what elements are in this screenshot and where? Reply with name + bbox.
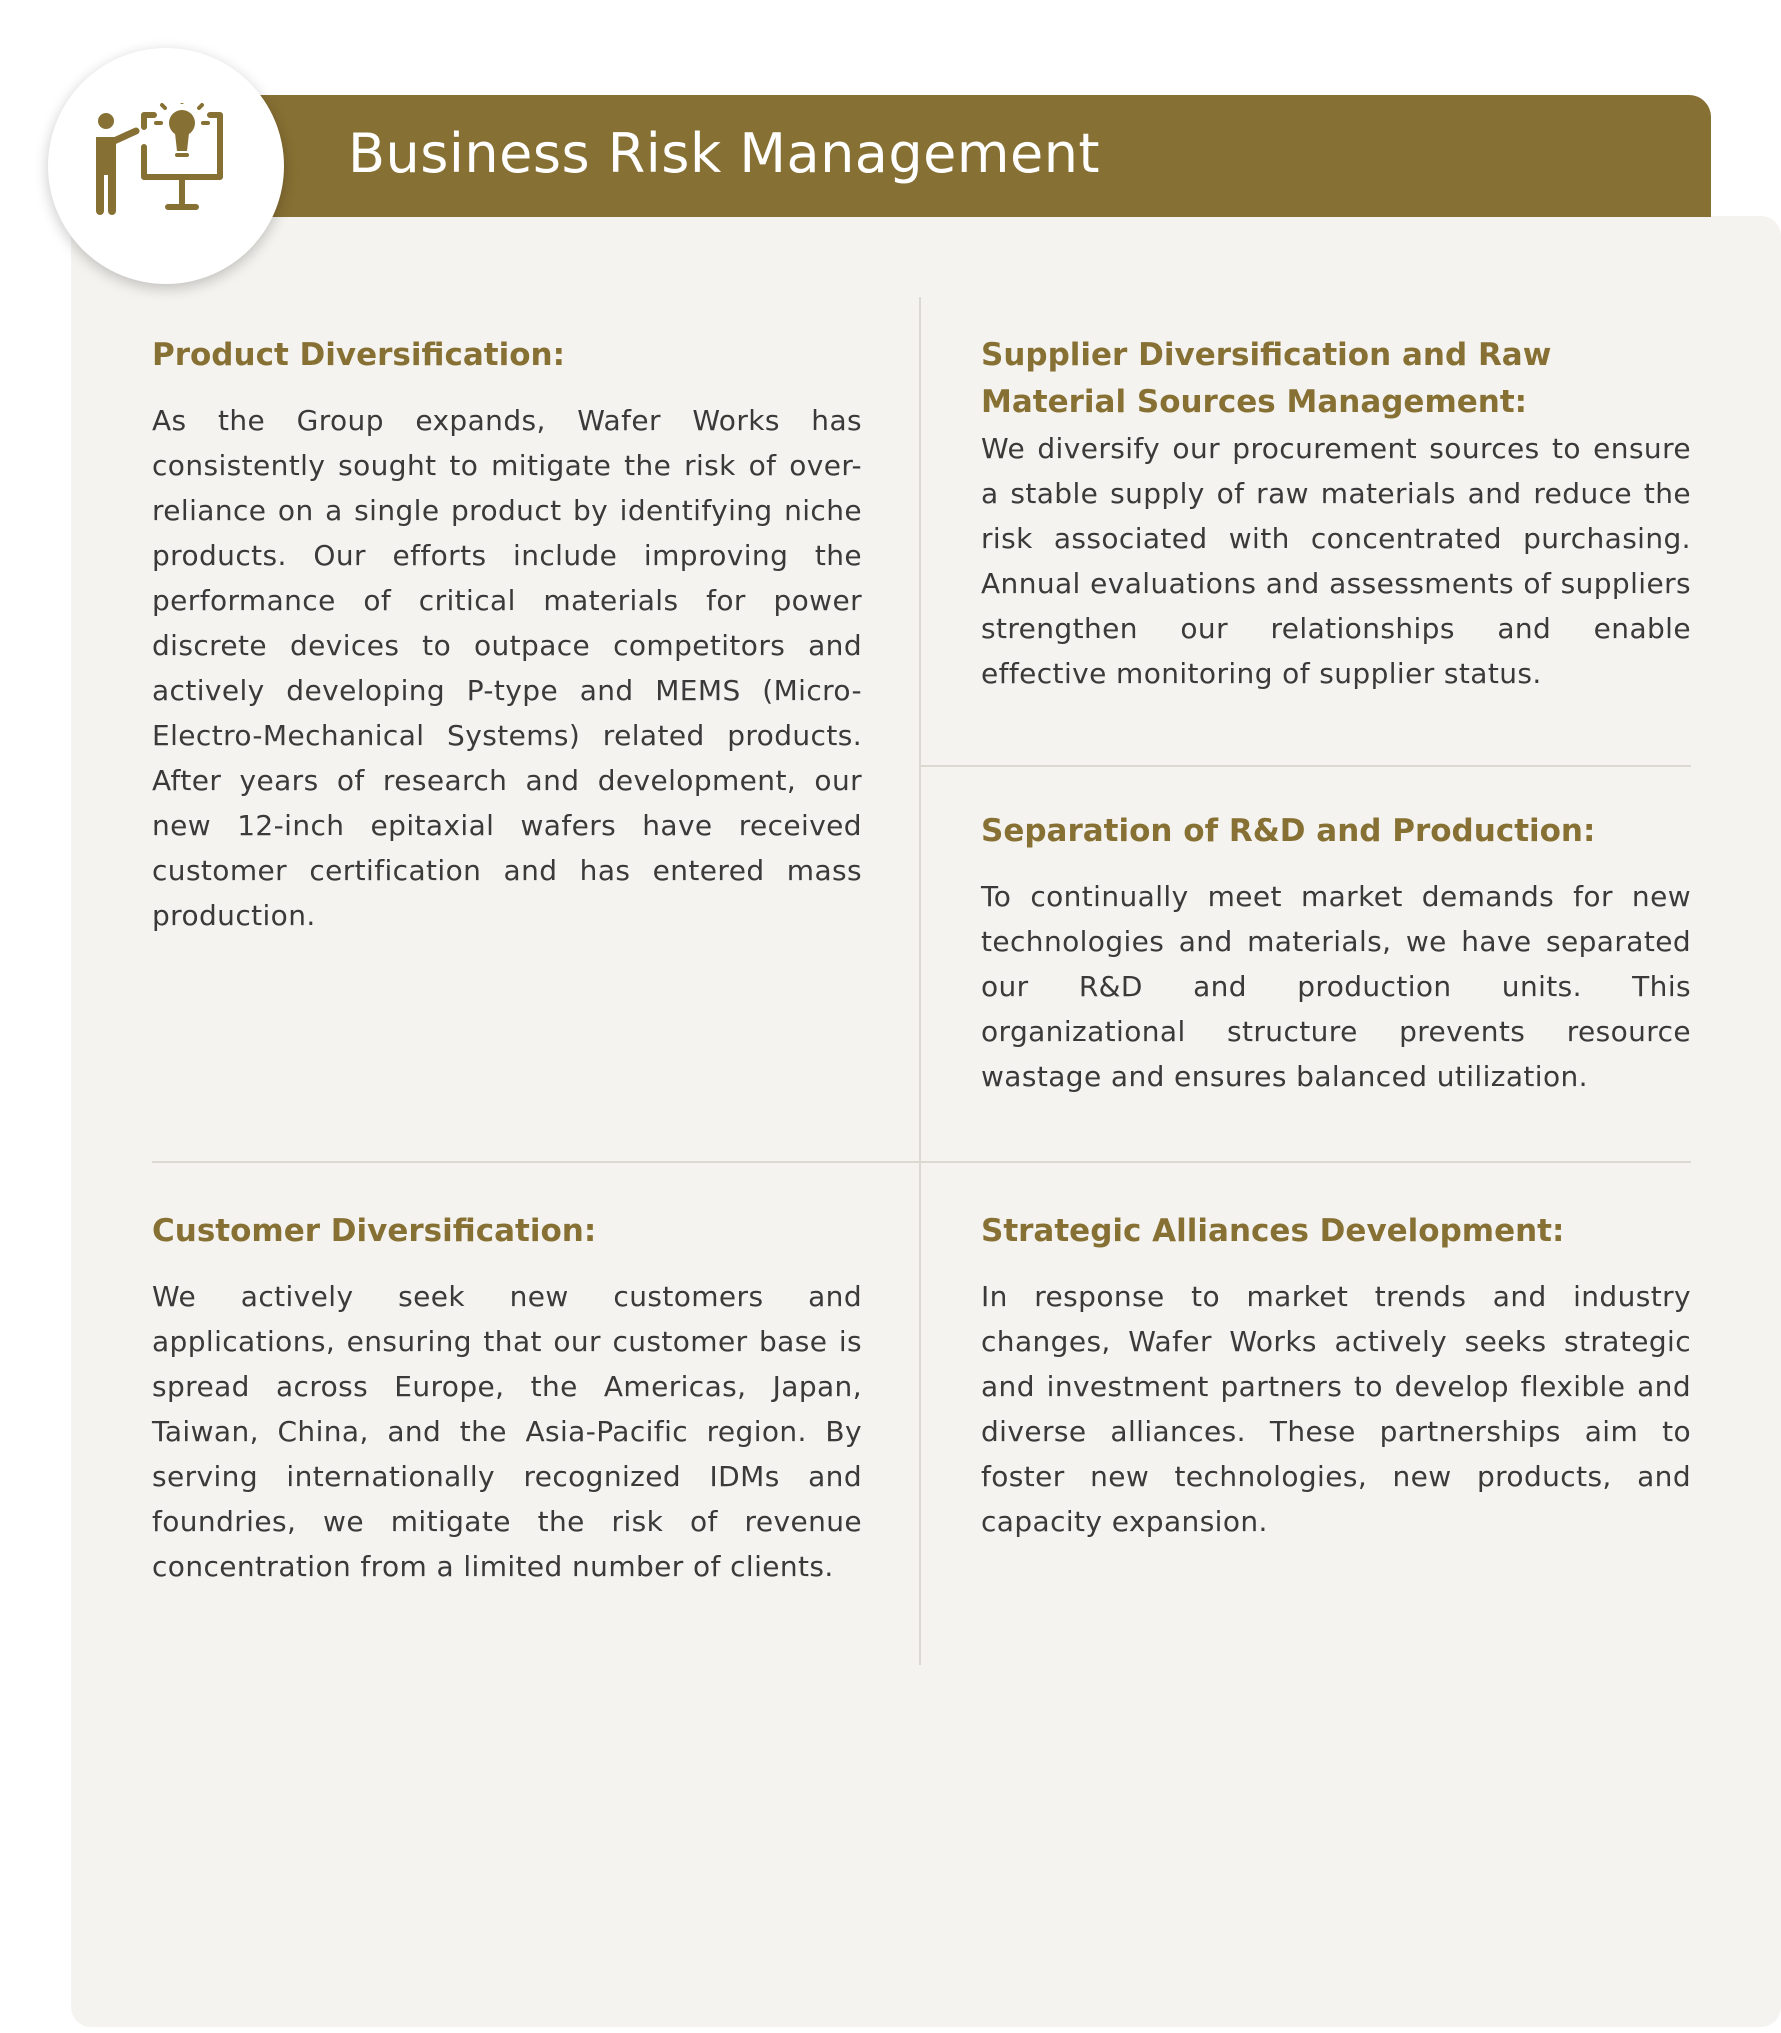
section-body: As the Group expands, Wafer Works has consistently sought to mitigate the risk of over-reliance on a single product by identifying niche products. Our efforts include improving the performance of critical materials for power discrete devices to outpace competitors and actively developing P-type and MEMS (Micro-Electro-Mechanical Systems) related products. After years of research and development, our new 12-inch epitaxial wafers have received customer certification and has entered mass production. [152, 404, 862, 932]
customer-diversification-section [152, 1208, 862, 1589]
section-body: In response to market trends and industry changes, Wafer Works actively seeks strategic and investment partners to develop flexible and diverse alliances. These partnerships aim to foster new technologies, new products, and capacity expansion. [981, 1280, 1691, 1538]
section-divider [152, 1161, 1691, 1163]
page-title: Business Risk Management [348, 122, 1101, 185]
supplier-diversification-section [981, 332, 1691, 696]
product-diversification-section [152, 332, 862, 938]
column-divider [919, 297, 921, 1665]
section-heading: Strategic Alliances Development: [981, 1213, 1565, 1249]
strategic-alliances-section [981, 1208, 1691, 1544]
section-body: To continually meet market demands for new technologies and materials, we have separated our R&D and production units. This organizational structure prevents resource wastage and ensures balanced utilization. [981, 880, 1691, 1093]
section-body: We diversify our procurement sources to ensure a stable supply of raw materials and reduce the risk associated with concentrated purchasing. Annual evaluations and assessments of suppliers strengthen our relationships and enable effective monitoring of supplier status. [981, 432, 1691, 690]
header-banner [220, 95, 1711, 217]
section-heading: Customer Diversification: [152, 1213, 597, 1249]
presenter-idea-icon [92, 103, 242, 233]
section-body: We actively seek new customers and applications, ensuring that our customer base is spread across Europe, the Americas, Japan, Taiwan, China, and the Asia-Pacific region. By serving internationally recognized IDMs and foundries, we mitigate the risk of revenue concentration from a limited number of clients. [152, 1280, 862, 1583]
section-heading: Product Diversification: [152, 337, 565, 373]
section-divider [919, 765, 1691, 767]
section-heading: Supplier Diversification and Raw Material Sources Management: [981, 337, 1552, 420]
section-heading: Separation of R&D and Production: [981, 813, 1596, 849]
rnd-production-section [981, 808, 1691, 1099]
header-badge [48, 48, 284, 284]
